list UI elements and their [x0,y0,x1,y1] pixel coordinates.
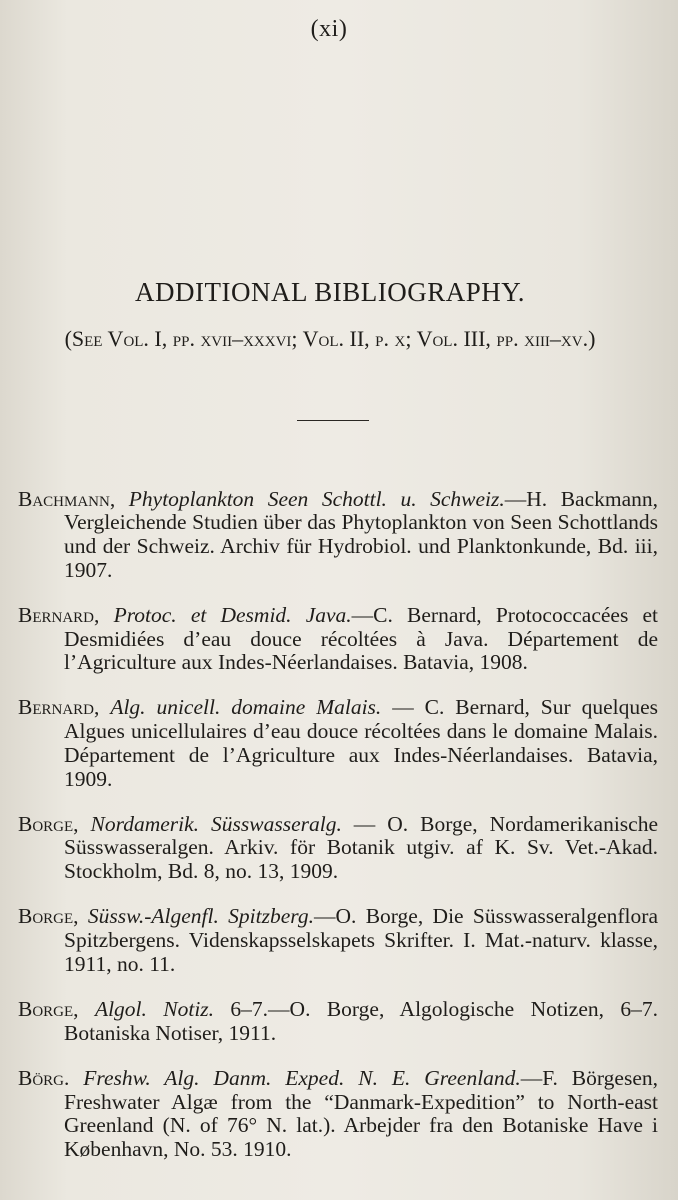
entry-short-title: Phytoplankton Seen Schottl. u. Schweiz. [128,486,505,511]
bibliography-list [18,466,658,1181]
entry-author: Borge, [18,996,79,1021]
bibliography-entry [18,813,658,884]
entry-citation: —H. Backmann, Vergleichende Studien über das Phytoplankton von Seen Schottlands und der Schweiz. Archiv für Hydrobiol. und Planktonkunde, Bd. iii, 1907. [64,486,659,582]
entry-author: Bernard, [18,695,100,720]
section-subheading: (See Vol. I, pp. xvii–xxxvi; Vol. II, p. x; Vol. III, pp. xiii–xv.) [64,326,596,351]
entry-citation: — C. Bernard, Sur quelques Algues unicellulaires d’eau douce récoltées dans le domaine Malais. Département de l’Agriculture aux Indes-Néerlandaises. Batavia, 1909. [64,695,658,791]
entry-author: Borge, [18,904,79,929]
bibliography-entry [18,488,658,583]
bibliography-entry [18,998,658,1045]
page-number: (xi) [310,16,348,42]
section-heading: ADDITIONAL BIBLIOGRAPHY. [135,277,525,307]
entry-short-title: Nordamerik. Süsswasseralg. [90,811,342,836]
entry-short-title: Algol. Notiz. [94,996,215,1021]
entry-short-title: Alg. unicell. domaine Malais. [110,695,382,720]
entry-citation: —C. Bernard, Protococcacées et Desmidiées d’eau douce récoltées à Java. Département de l’Agriculture aux Indes-Néerlandaises. Batavia, 1908. [64,602,659,675]
divider-rule [297,420,369,421]
entry-citation: 6–7.—O. Borge, Algologische Notizen, 6–7. Botaniska Notiser, 1911. [64,996,658,1045]
entry-citation: —F. Börgesen, Freshwater Algæ from the “Danmark-Expedition” to North-east Greenland (N. of 76° N. lat.). Arbejder fra den Botaniske Have i København, No. 53. 1910. [64,1065,658,1161]
bibliography-entry [18,604,658,675]
entry-short-title: Süssw.-Algenfl. Spitzberg. [87,904,314,929]
bibliography-entry [18,905,658,976]
entry-short-title: Protoc. et Desmid. Java. [113,602,352,627]
entry-author: Borge, [18,811,79,836]
entry-author: Bernard, [18,602,100,627]
entry-citation: —O. Borge, Die Süsswasseralgenflora Spitzbergens. Videnskapsselskapets Skrifter. I. Mat.-naturv. klasse, 1911, no. 11. [64,904,658,976]
entry-author: Bachmann, [18,486,116,511]
entry-citation: — O. Borge, Nordamerikanische Süsswasseralgen. Arkiv. för Botanik utgiv. af K. Sv. Vet.-Akad. Stockholm, Bd. 8, no. 13, 1909. [64,811,659,884]
bibliography-entry [18,696,658,791]
entry-short-title: Freshw. Alg. Danm. Exped. N. E. Greenland. [83,1065,521,1090]
bibliography-entry [18,1067,658,1162]
entry-author: Börg. [18,1065,70,1090]
